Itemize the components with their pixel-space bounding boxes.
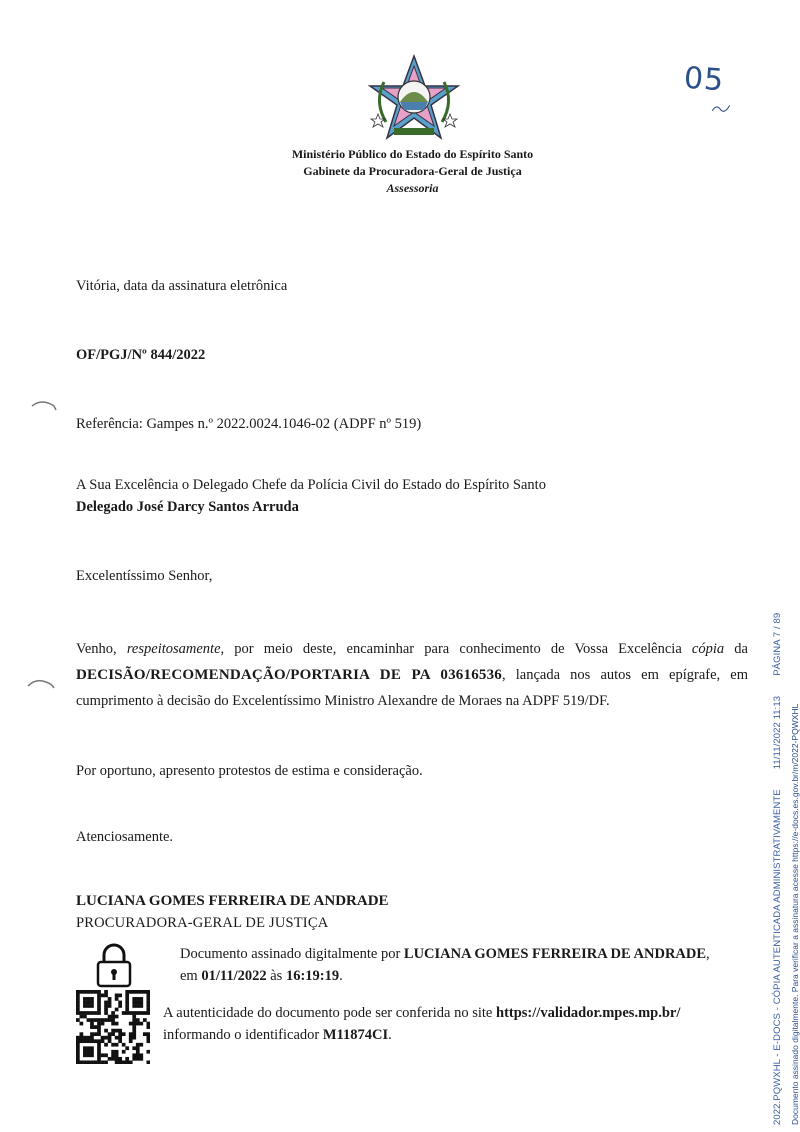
- qr-module: [104, 1001, 108, 1005]
- qr-module: [139, 1053, 143, 1057]
- qr-module: [76, 1043, 80, 1047]
- qr-module: [76, 1008, 80, 1012]
- institution-name: Ministério Público do Estado do Espírito Santo: [291, 147, 534, 161]
- qr-module: [132, 1036, 136, 1040]
- qr-module: [97, 1025, 101, 1029]
- sig-text: Documento assinado digitalmente por: [180, 946, 404, 962]
- qr-module: [90, 1004, 94, 1008]
- qr-module: [101, 1018, 105, 1022]
- qr-module: [94, 1025, 98, 1029]
- qr-module: [139, 1057, 143, 1061]
- coat-of-arms-icon: [364, 52, 464, 144]
- qr-module: [97, 1032, 101, 1036]
- qr-module: [97, 994, 101, 998]
- qr-module: [115, 1036, 119, 1040]
- margin-mark: [26, 676, 56, 690]
- place-date: Vitória, data da assinatura eletrônica: [76, 278, 288, 294]
- qr-module: [132, 1025, 136, 1029]
- qr-module: [136, 1011, 140, 1015]
- sig-time: 16:19:19: [285, 968, 340, 984]
- qr-module: [104, 1008, 108, 1012]
- letterhead: [200, 146, 625, 197]
- signature-block: [76, 890, 389, 934]
- qr-module: [76, 1001, 80, 1005]
- qr-module: [90, 1060, 94, 1064]
- qr-module: [125, 1001, 129, 1005]
- qr-module: [94, 1039, 98, 1043]
- validator-link[interactable]: https://validador.mpes.mp.br/: [496, 1005, 681, 1021]
- qr-module: [146, 1004, 150, 1008]
- qr-module: [97, 1008, 101, 1012]
- qr-module: [132, 1029, 136, 1033]
- qr-module: [97, 1011, 101, 1015]
- qr-module: [83, 1053, 87, 1057]
- qr-module: [122, 1060, 126, 1064]
- qr-module: [146, 1008, 150, 1012]
- closing-remark: Por oportuno, apresento protestos de estima e consideração.: [76, 763, 423, 779]
- qr-module: [132, 1053, 136, 1057]
- qr-module: [94, 990, 98, 994]
- qr-module: [94, 1011, 98, 1015]
- qr-module: [146, 1060, 150, 1064]
- qr-module: [139, 1043, 143, 1047]
- qr-module: [90, 1018, 94, 1022]
- qr-module: [97, 997, 101, 1001]
- qr-module: [90, 1036, 94, 1040]
- qr-module: [132, 1046, 136, 1050]
- qr-module: [125, 1046, 129, 1050]
- signer-name: LUCIANA GOMES FERREIRA DE ANDRADE: [76, 893, 389, 909]
- qr-module: [122, 1011, 126, 1015]
- side-signature-note: Documento assinado digitalmente. Para verificar a assinatura acesse https://e-docs.es.gov.br/m/2022-PQWXHL: [790, 703, 800, 1125]
- handwritten-page-number: 05: [682, 60, 726, 99]
- qr-module: [97, 1018, 101, 1022]
- qr-module: [122, 1050, 126, 1054]
- qr-module: [115, 1043, 119, 1047]
- body-text-3: da: [724, 641, 748, 657]
- qr-module: [83, 1039, 87, 1043]
- auth-text: informando o identificador: [163, 1027, 323, 1043]
- qr-module: [80, 1015, 84, 1019]
- qr-module: [139, 1001, 143, 1005]
- qr-module: [146, 1050, 150, 1054]
- qr-module: [90, 1022, 94, 1026]
- qr-module: [129, 990, 133, 994]
- body-text-1: Venho,: [76, 641, 127, 657]
- auth-text: .: [388, 1027, 392, 1043]
- qr-module: [90, 1046, 94, 1050]
- body-italic-2: cópia: [691, 641, 725, 657]
- sig-text: , em: [180, 946, 710, 984]
- qr-module: [115, 1053, 119, 1057]
- qr-module: [90, 1025, 94, 1029]
- qr-module: [97, 1060, 101, 1064]
- qr-module: [111, 1022, 115, 1026]
- qr-module: [80, 1022, 84, 1026]
- qr-module: [83, 1001, 87, 1005]
- qr-module: [111, 1011, 115, 1015]
- qr-module: [129, 1011, 133, 1015]
- qr-module: [97, 1004, 101, 1008]
- qr-module: [129, 1039, 133, 1043]
- qr-module: [108, 997, 112, 1001]
- qr-module: [76, 994, 80, 998]
- sig-text: .: [339, 968, 343, 984]
- qr-module: [87, 997, 91, 1001]
- qr-module: [139, 1022, 143, 1026]
- qr-module: [146, 1022, 150, 1026]
- qr-module: [136, 1001, 140, 1005]
- qr-module: [136, 1053, 140, 1057]
- qr-module: [101, 1060, 105, 1064]
- lock-icon: [94, 942, 134, 988]
- sig-text: às: [266, 968, 286, 984]
- qr-module: [80, 990, 84, 994]
- signer-role: PROCURADORA-GERAL DE JUSTIÇA: [76, 915, 329, 931]
- reference-line: Referência: Gampes n.º 2022.0024.1046-02 (ADPF nº 519): [76, 416, 422, 432]
- qr-module: [139, 1011, 143, 1015]
- qr-module: [101, 1053, 105, 1057]
- qr-module: [111, 1057, 115, 1061]
- qr-module: [76, 1053, 80, 1057]
- qr-module: [90, 1032, 94, 1036]
- qr-module: [143, 1011, 147, 1015]
- qr-module: [76, 1057, 80, 1061]
- digital-signature-notice: [180, 943, 720, 987]
- qr-module: [125, 1057, 129, 1061]
- qr-module: [80, 1011, 84, 1015]
- qr-module: [80, 1060, 84, 1064]
- qr-module: [97, 1057, 101, 1061]
- qr-module: [97, 1001, 101, 1005]
- qr-module: [90, 1011, 94, 1015]
- qr-module: [136, 1004, 140, 1008]
- qr-module: [146, 1011, 150, 1015]
- addressee-name: Delegado José Darcy Santos Arruda: [76, 499, 299, 515]
- qr-module: [129, 1022, 133, 1026]
- qr-module: [129, 1032, 133, 1036]
- qr-module: [101, 1022, 105, 1026]
- qr-module: [76, 1046, 80, 1050]
- qr-module: [118, 1001, 122, 1005]
- qr-module: [104, 990, 108, 994]
- qr-module: [111, 1043, 115, 1047]
- qr-module: [129, 1036, 133, 1040]
- qr-module: [80, 1039, 84, 1043]
- qr-module: [97, 1046, 101, 1050]
- qr-module: [139, 997, 143, 1001]
- qr-module: [125, 1004, 129, 1008]
- stamp-datetime: 11/11/2022 11:13: [772, 695, 783, 770]
- qr-module: [87, 1039, 91, 1043]
- qr-module: [118, 1004, 122, 1008]
- qr-module: [94, 1018, 98, 1022]
- qr-module: [118, 1060, 122, 1064]
- qr-module: [83, 1060, 87, 1064]
- qr-module: [146, 1039, 150, 1043]
- qr-module: [132, 1004, 136, 1008]
- qr-module: [83, 997, 87, 1001]
- qr-module: [115, 1050, 119, 1054]
- qr-module: [136, 1043, 140, 1047]
- qr-module: [115, 994, 119, 998]
- qr-module: [136, 997, 140, 1001]
- qr-module: [136, 1057, 140, 1061]
- qr-module: [90, 1001, 94, 1005]
- qr-module: [125, 1008, 129, 1012]
- qr-module: [146, 1025, 150, 1029]
- qr-module: [87, 1046, 91, 1050]
- qr-module: [118, 1029, 122, 1033]
- qr-module: [83, 1015, 87, 1019]
- qr-module: [83, 1004, 87, 1008]
- salutation: Excelentíssimo Senhor,: [76, 568, 213, 584]
- qr-module: [118, 1036, 122, 1040]
- qr-module: [132, 1032, 136, 1036]
- qr-module: [115, 1029, 119, 1033]
- qr-module: [83, 1036, 87, 1040]
- qr-module: [139, 990, 143, 994]
- qr-module: [90, 1039, 94, 1043]
- qr-module: [97, 1022, 101, 1026]
- qr-module: [104, 1018, 108, 1022]
- qr-module: [83, 1046, 87, 1050]
- addressee: [76, 474, 736, 518]
- qr-module: [104, 994, 108, 998]
- qr-module: [146, 994, 150, 998]
- decision-reference: DECISÃO/RECOMENDAÇÃO/PORTARIA DE PA 03616536: [76, 667, 503, 683]
- qr-module: [111, 1018, 115, 1022]
- qr-module: [104, 1060, 108, 1064]
- qr-module: [101, 1039, 105, 1043]
- qr-module: [87, 1018, 91, 1022]
- qr-module: [115, 1057, 119, 1061]
- qr-module: [132, 990, 136, 994]
- qr-module: [146, 997, 150, 1001]
- qr-module: [108, 1039, 112, 1043]
- qr-module: [76, 1036, 80, 1040]
- qr-module: [111, 1029, 115, 1033]
- qr-module: [104, 1043, 108, 1047]
- qr-module: [80, 1036, 84, 1040]
- qr-module: [90, 990, 94, 994]
- qr-module: [80, 1032, 84, 1036]
- qr-module: [136, 1046, 140, 1050]
- qr-module: [146, 990, 150, 994]
- qr-module: [97, 990, 101, 994]
- qr-module: [94, 1032, 98, 1036]
- qr-module: [111, 1032, 115, 1036]
- stamp-page: PÁGINA 7 / 89: [772, 612, 783, 676]
- qr-module: [87, 990, 91, 994]
- qr-module: [87, 1001, 91, 1005]
- qr-module: [76, 1004, 80, 1008]
- department-name: Assessoria: [386, 181, 439, 195]
- sig-signer: LUCIANA GOMES FERREIRA DE ANDRADE: [403, 946, 707, 962]
- qr-module: [87, 1011, 91, 1015]
- qr-module: [76, 1060, 80, 1064]
- qr-module: [139, 1004, 143, 1008]
- qr-module: [129, 1060, 133, 1064]
- qr-module: [83, 1050, 87, 1054]
- qr-module: [118, 1039, 122, 1043]
- qr-module: [125, 994, 129, 998]
- qr-module: [83, 1011, 87, 1015]
- qr-module: [76, 1011, 80, 1015]
- qr-module: [108, 1001, 112, 1005]
- addressee-line: A Sua Excelência o Delegado Chefe da Polícia Civil do Estado do Espírito Santo: [76, 477, 546, 493]
- qr-module: [143, 1018, 147, 1022]
- qr-module: [136, 1050, 140, 1054]
- qr-module: [108, 1057, 112, 1061]
- qr-module: [122, 1043, 126, 1047]
- qr-module: [97, 1043, 101, 1047]
- body-paragraph: [76, 636, 748, 714]
- qr-module: [108, 1004, 112, 1008]
- qr-module: [104, 1029, 108, 1033]
- qr-module: [76, 1039, 80, 1043]
- qr-module: [87, 1036, 91, 1040]
- qr-module: [97, 1053, 101, 1057]
- qr-module: [108, 1032, 112, 1036]
- valediction: Atenciosamente.: [76, 829, 174, 845]
- qr-module: [132, 1011, 136, 1015]
- qr-module: [101, 1036, 105, 1040]
- qr-module: [90, 1053, 94, 1057]
- qr-module: [111, 1053, 115, 1057]
- qr-module: [125, 997, 129, 1001]
- qr-module: [136, 990, 140, 994]
- qr-module: [97, 1039, 101, 1043]
- qr-module: [104, 1004, 108, 1008]
- qr-module: [101, 994, 105, 998]
- auth-text: A autenticidade do documento pode ser conferida no site: [163, 1005, 496, 1021]
- qr-module: [87, 1053, 91, 1057]
- qr-module: [76, 990, 80, 994]
- qr-module: [90, 997, 94, 1001]
- qr-module: [125, 1011, 129, 1015]
- body-italic-1: respeitosamente: [126, 641, 221, 657]
- qr-module: [108, 1015, 112, 1019]
- authenticity-notice: [163, 1002, 763, 1046]
- qr-module: [97, 1050, 101, 1054]
- qr-module: [108, 1018, 112, 1022]
- qr-module: [132, 1022, 136, 1026]
- qr-code-icon[interactable]: [76, 990, 150, 1064]
- qr-module: [143, 990, 147, 994]
- qr-module: [118, 1057, 122, 1061]
- qr-module: [83, 990, 87, 994]
- qr-module: [104, 1053, 108, 1057]
- qr-module: [94, 1060, 98, 1064]
- qr-module: [132, 1018, 136, 1022]
- handwritten-tilde-mark: [682, 96, 752, 136]
- margin-mark: [30, 398, 60, 412]
- qr-module: [87, 1050, 91, 1054]
- qr-module: [111, 1050, 115, 1054]
- qr-module: [146, 1001, 150, 1005]
- qr-module: [108, 1036, 112, 1040]
- qr-module: [76, 1018, 80, 1022]
- qr-module: [132, 1015, 136, 1019]
- qr-module: [115, 1060, 119, 1064]
- qr-module: [115, 1015, 119, 1019]
- qr-module: [104, 1011, 108, 1015]
- qr-module: [115, 997, 119, 1001]
- stamp-code: 2022.PQWXHL - E-DOCS - CÓPIA AUTENTICADA ADMINISTRATIVAMENTE: [772, 789, 783, 1125]
- qr-module: [132, 1001, 136, 1005]
- office-name: Gabinete da Procuradora-Geral de Justiça: [303, 164, 522, 178]
- qr-module: [90, 1050, 94, 1054]
- qr-module: [118, 1032, 122, 1036]
- qr-module: [111, 1015, 115, 1019]
- qr-module: [104, 1036, 108, 1040]
- qr-module: [118, 994, 122, 998]
- qr-module: [87, 1004, 91, 1008]
- document-number: OF/PGJ/Nº 844/2022: [76, 347, 206, 363]
- body-text-4: , lançada nos autos em epígrafe, em cumprimento à decisão do Excelentíssimo Ministro Alexandre de Moraes na ADPF 519/DF.: [76, 667, 748, 709]
- qr-module: [115, 1008, 119, 1012]
- qr-module: [76, 997, 80, 1001]
- qr-module: [125, 990, 129, 994]
- qr-module: [136, 1022, 140, 1026]
- qr-module: [97, 1029, 101, 1033]
- qr-module: [136, 1018, 140, 1022]
- qr-module: [132, 997, 136, 1001]
- qr-module: [146, 1032, 150, 1036]
- sig-date: 01/11/2022: [201, 968, 267, 984]
- qr-module: [87, 1060, 91, 1064]
- qr-module: [132, 1057, 136, 1061]
- document-identifier: M11874CI: [322, 1027, 389, 1043]
- qr-module: [146, 1036, 150, 1040]
- qr-module: [122, 1032, 126, 1036]
- qr-module: [76, 1050, 80, 1054]
- side-authentication-stamp: [772, 265, 786, 1125]
- body-text-2: , por meio deste, encaminhar para conhecimento de Vossa Excelência: [220, 641, 692, 657]
- qr-module: [143, 1032, 147, 1036]
- qr-module: [125, 1060, 129, 1064]
- qr-module: [115, 1022, 119, 1026]
